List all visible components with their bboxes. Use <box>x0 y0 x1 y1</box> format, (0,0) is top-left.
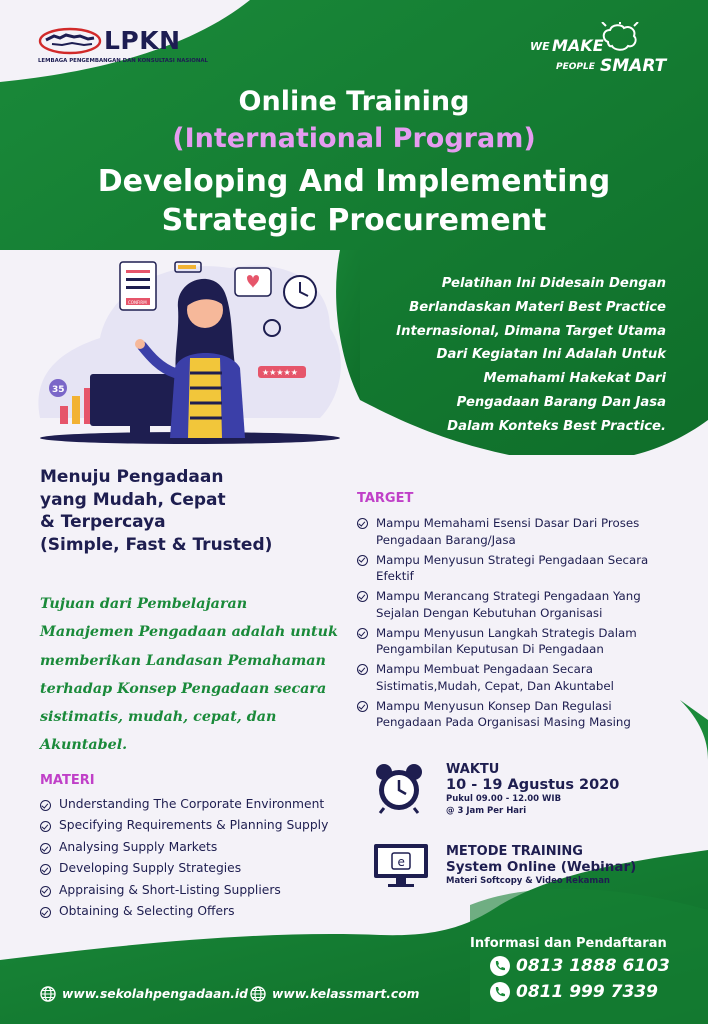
check-circle-icon <box>357 518 368 529</box>
description-line: Memahami Hakekat Dari <box>483 371 666 387</box>
whatsapp-icon <box>490 982 510 1002</box>
website-link-2[interactable]: www.kelassmart.com <box>250 986 419 1002</box>
schedule <box>446 762 619 817</box>
check-circle-icon <box>357 591 368 602</box>
objective-line: sistimatis, mudah, cepat, dan <box>40 709 277 726</box>
materi-heading: MATERI <box>40 773 95 788</box>
description-line: Internasional, Dimana Target Utama <box>396 323 666 339</box>
list-item: Mampu Merancang Strategi Pengadaan Yang Sejalan Dengan Kebutuhan Organisasi <box>357 588 648 621</box>
globe-icon <box>40 986 56 1002</box>
screen-letter: e <box>397 855 405 869</box>
objective-line: Manajemen Pengadaan adalah untuk <box>40 624 338 641</box>
objective-line: terhadap Konsep Pengadaan secara <box>40 680 327 697</box>
waktu-date: 10 - 19 Agustus 2020 <box>446 777 620 793</box>
svg-text:★★★★★: ★★★★★ <box>262 368 298 377</box>
badge-number: 35 <box>52 385 65 395</box>
target-list <box>357 515 648 735</box>
learning-objective <box>40 590 338 760</box>
lpkn-logo <box>38 24 228 70</box>
description-line: Dari Kegiatan Ini Adalah Untuk <box>436 347 666 363</box>
list-item: Mampu Memahami Esensi Dasar Dari Proses Pengadaan Barang/Jasa <box>357 515 648 548</box>
waktu-label: WAKTU <box>446 762 500 777</box>
description-line: Berlandaskan Materi Best Practice <box>409 299 666 315</box>
check-circle-icon <box>357 555 368 566</box>
headline-line: & Terpercaya <box>40 512 166 532</box>
list-item: Appraising & Short-Listing Suppliers <box>40 883 328 904</box>
title-line-1: Online Training <box>238 86 470 117</box>
list-item: Developing Supply Strategies <box>40 861 328 882</box>
tagline-smart: SMART <box>600 56 667 76</box>
logo-text: LPKN <box>104 26 181 55</box>
tagline-people: PEOPLE <box>556 62 595 72</box>
list-item: Understanding The Corporate Environment <box>40 797 328 818</box>
waktu-duration: @ 3 Jam Per Hari <box>446 806 527 816</box>
description-line: Dalam Konteks Best Practice. <box>447 418 666 434</box>
list-item: Analysing Supply Markets <box>40 840 328 861</box>
globe-icon <box>250 986 266 1002</box>
contact-heading: Informasi dan Pendaftaran <box>470 936 667 951</box>
list-item: Mampu Membuat Pengadaan Secara Sistimatis,Mudah, Cepat, Dan Akuntabel <box>357 661 648 694</box>
alarm-clock-icon <box>374 762 424 814</box>
title-line-3: Developing And Implementing <box>97 164 611 199</box>
title-line-2: (International Program) <box>172 123 536 154</box>
monitor-icon <box>372 842 430 888</box>
objective-line: Tujuan dari Pembelajaran <box>40 596 248 612</box>
program-description <box>360 272 666 439</box>
check-circle-icon <box>40 843 51 854</box>
indonesia-map-icon <box>38 26 102 56</box>
metode-label: METODE TRAINING <box>446 844 583 859</box>
metode-note: Materi Softcopy & Video Rekaman <box>446 876 610 886</box>
training-method <box>446 844 636 887</box>
phone-number-2[interactable]: 0811 999 7339 <box>490 982 658 1002</box>
list-item: Specifying Requirements & Planning Supply <box>40 818 328 839</box>
objective-line: Akuntabel. <box>40 737 128 754</box>
list-item: Mampu Menyusun Konsep Dan Regulasi Pengadaan Pada Organisasi Masing Masing <box>357 698 648 731</box>
check-circle-icon <box>40 864 51 875</box>
check-circle-icon <box>357 628 368 639</box>
whatsapp-icon <box>490 956 510 976</box>
check-circle-icon <box>40 800 51 811</box>
headline-line: yang Mudah, Cepat <box>40 489 226 510</box>
list-item: Obtaining & Selecting Offers <box>40 904 328 925</box>
check-circle-icon <box>40 886 51 897</box>
confirm-label: CONFIRM <box>128 300 147 305</box>
training-illustration <box>30 248 350 448</box>
check-circle-icon <box>40 907 51 918</box>
tagline-make: MAKE <box>552 36 604 55</box>
waktu-time: Pukul 09.00 - 12.00 WIB <box>446 794 562 804</box>
check-circle-icon <box>357 701 368 712</box>
objective-line: memberikan Landasan Pemahaman <box>40 652 326 669</box>
list-item: Mampu Menyusun Strategi Pengadaan Secara Efektif <box>357 552 648 585</box>
logo-subtitle: LEMBAGA PENGEMBANGAN DAN KONSULTASI NASIONAL <box>38 58 208 64</box>
tagline-we: WE <box>530 40 550 53</box>
metode-method: System Online (Webinar) <box>446 859 637 875</box>
tagline <box>530 22 670 80</box>
website-link-1[interactable]: www.sekolahpengadaan.id <box>40 986 248 1002</box>
description-line: Pengadaan Barang Dan Jasa <box>456 394 666 410</box>
description-line: Pelatihan Ini Didesain Dengan <box>441 276 666 291</box>
target-heading: TARGET <box>357 491 414 506</box>
title-line-4: Strategic Procurement <box>161 203 547 238</box>
headline <box>40 466 272 556</box>
materi-list <box>40 797 328 925</box>
check-circle-icon <box>357 664 368 675</box>
check-circle-icon <box>40 821 51 832</box>
list-item: Mampu Menyusun Langkah Strategis Dalam Pengambilan Keputusan Di Pengadaan <box>357 625 648 658</box>
headline-line: (Simple, Fast & Trusted) <box>40 534 273 555</box>
headline-line: Menuju Pengadaan <box>40 467 224 487</box>
phone-number-1[interactable]: 0813 1888 6103 <box>490 956 670 976</box>
brain-icon <box>600 22 640 54</box>
